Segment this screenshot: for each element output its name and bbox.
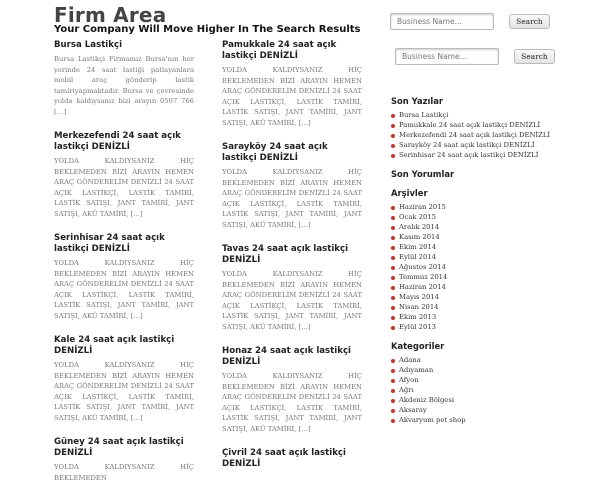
archive-link-label: Eylül 2014	[399, 253, 436, 261]
category-link[interactable]	[391, 395, 591, 405]
archive-link[interactable]	[391, 252, 591, 262]
recent-post-link-label: Sarayköy 24 saat açık lastikçi DENİZLİ	[399, 141, 535, 149]
category-link[interactable]	[391, 355, 591, 365]
posts-column-left	[54, 40, 194, 497]
post-item	[54, 131, 194, 219]
archive-link-label: Haziran 2014	[399, 283, 446, 291]
bullet-icon	[391, 226, 395, 230]
archive-link-label: Temmuz 2014	[399, 273, 448, 281]
bullet-icon	[391, 144, 395, 148]
sidebar	[391, 96, 591, 434]
post-title[interactable]: Bursa Lastikçi	[54, 40, 123, 50]
recent-post-link-label: Merkezefendi 24 saat açık lastikçi DENİZLİ	[399, 131, 551, 139]
bullet-icon	[391, 296, 395, 300]
category-link[interactable]	[391, 385, 591, 395]
post-title[interactable]: Honaz 24 saat açık lastikçi DENİZLİ	[222, 346, 351, 367]
bullet-icon	[391, 399, 395, 403]
post-title[interactable]: Tavas 24 saat açık lastikçi DENİZLİ	[222, 244, 349, 265]
post-excerpt: Bursa Lastikçi Firmamız Bursa'nın her yerinde 24 saat lastiği patlayanlara mobil araç gönderip lastik tamiriyapmaktadır. Bursa ve çevresinde yolda kaldıysanız bizi arayın 0507 766 […]	[54, 55, 194, 116]
post-item	[54, 437, 194, 483]
archive-link[interactable]	[391, 212, 591, 222]
bullet-icon	[391, 114, 395, 118]
bullet-icon	[391, 316, 395, 320]
archive-link-label: Ocak 2015	[399, 213, 437, 221]
bullet-icon	[391, 409, 395, 413]
category-link-label: Afyon	[399, 376, 419, 384]
bullet-icon	[391, 359, 395, 363]
post-item	[54, 335, 194, 423]
post-excerpt: YOLDA KALDIYSANIZ HİÇ BEKLEMEDEN BİZİ ARAYIN HEMEN ARAÇ GÖNDERELİM DENİZLİ 24 SAAT AÇIK LASTİKÇİ, LASTİK TAMİRİ, LASTİK SATIŞI, JANT TAMİRİ, JANT SATIŞI, AKÜ TAMİRİ, […]	[222, 66, 362, 127]
archive-link[interactable]	[391, 312, 591, 322]
archive-link[interactable]	[391, 232, 591, 242]
widget-title: Arşivler	[391, 188, 428, 198]
bullet-icon	[391, 369, 395, 373]
archive-link-label: Ağustos 2014	[399, 263, 446, 271]
post-item	[54, 40, 194, 117]
categories-widget	[391, 341, 591, 425]
archive-link[interactable]	[391, 292, 591, 302]
post-excerpt: YOLDA KALDIYSANIZ HİÇ BEKLEMEDEN BİZİ ARAYIN HEMEN ARAÇ GÖNDERELİM DENİZLİ 24 SAAT AÇIK LASTİKÇİ, LASTİK TAMİRİ, LASTİK SATIŞI, JANT TAMİRİ, JANT SATIŞI, AKÜ TAMİRİ, […]	[54, 361, 194, 422]
header-search-button[interactable]: Search	[509, 14, 550, 29]
post-title[interactable]: Sarayköy 24 saat açık lastikçi DENİZLİ	[222, 142, 328, 163]
recent-comments-widget	[391, 169, 591, 179]
recent-post-link-label: Serinhisar 24 saat açık lastikçi DENİZLİ	[399, 151, 539, 159]
post-excerpt: YOLDA KALDIYSANIZ HİÇ BEKLEMEDEN	[54, 463, 194, 482]
post-excerpt: YOLDA KALDIYSANIZ HİÇ BEKLEMEDEN BİZİ ARAYIN HEMEN ARAÇ GÖNDERELİM DENİZLİ 24 SAAT AÇIK LASTİKÇİ, LASTİK TAMİRİ, LASTİK SATIŞI, JANT TAMİRİ, JANT SATIŞI, AKÜ TAMİRİ, […]	[222, 372, 362, 433]
post-excerpt: YOLDA KALDIYSANIZ HİÇ BEKLEMEDEN BİZİ ARAYIN HEMEN ARAÇ GÖNDERELİM DENİZLİ 24 SAAT AÇIK LASTİKÇİ, LASTİK TAMİRİ, LASTİK SATIŞI, JANT TAMİRİ, JANT SATIŞI, AKÜ TAMİRİ, […]	[222, 168, 362, 229]
sidebar-search-button[interactable]: Search	[514, 49, 555, 64]
header-search-input[interactable]	[390, 13, 494, 30]
archive-link[interactable]	[391, 222, 591, 232]
archives-list	[391, 202, 591, 332]
category-link[interactable]	[391, 375, 591, 385]
post-item	[222, 40, 362, 128]
recent-post-link[interactable]	[391, 150, 591, 160]
category-link-label: Aksaray	[399, 406, 427, 414]
category-link[interactable]	[391, 415, 591, 425]
category-link[interactable]	[391, 365, 591, 375]
bullet-icon	[391, 326, 395, 330]
archive-link-label: Mayıs 2014	[399, 293, 439, 301]
post-item	[222, 142, 362, 230]
sidebar-search-form	[395, 46, 555, 65]
bullet-icon	[391, 206, 395, 210]
post-excerpt: YOLDA KALDIYSANIZ HİÇ BEKLEMEDEN BİZİ ARAYIN HEMEN ARAÇ GÖNDERELİM DENİZLİ 24 SAAT AÇIK LASTİKÇİ, LASTİK TAMİRİ, LASTİK SATIŞI, JANT TAMİRİ, JANT SATIŞI, AKÜ TAMİRİ, […]	[54, 259, 194, 320]
bullet-icon	[391, 276, 395, 280]
category-link-label: Akdeniz Bölgesi	[399, 396, 454, 404]
archive-link-label: Eylül 2013	[399, 323, 436, 331]
bullet-icon	[391, 246, 395, 250]
archive-link[interactable]	[391, 282, 591, 292]
posts-column-right	[222, 40, 362, 484]
recent-post-link[interactable]	[391, 130, 591, 140]
recent-post-link-label: Pamukkale 24 saat açık lastikçi DENİZLİ	[399, 121, 541, 129]
category-link-label: Adana	[399, 356, 421, 364]
bullet-icon	[391, 134, 395, 138]
category-link-label: Akvaryum pet shop	[399, 416, 466, 424]
post-title[interactable]: Serinhisar 24 saat açık lastikçi DENİZLİ	[54, 233, 165, 254]
post-title[interactable]: Pamukkale 24 saat açık lastikçi DENİZLİ	[222, 40, 337, 61]
post-item	[54, 233, 194, 321]
bullet-icon	[391, 306, 395, 310]
categories-list	[391, 355, 591, 425]
bullet-icon	[391, 379, 395, 383]
archives-widget	[391, 188, 591, 332]
post-excerpt: YOLDA KALDIYSANIZ HİÇ BEKLEMEDEN BİZİ ARAYIN HEMEN ARAÇ GÖNDERELİM DENİZLİ 24 SAAT AÇIK LASTİKÇİ, LASTİK TAMİRİ, LASTİK SATIŞI, JANT TAMİRİ, JANT SATIŞI, AKÜ TAMİRİ, […]	[54, 157, 194, 218]
archive-link[interactable]	[391, 242, 591, 252]
widget-title: Kategoriler	[391, 341, 445, 351]
post-excerpt: YOLDA KALDIYSANIZ HİÇ BEKLEMEDEN BİZİ ARAYIN HEMEN ARAÇ GÖNDERELİM DENİZLİ 24 SAAT AÇIK LASTİKÇİ, LASTİK TAMİRİ, LASTİK SATIŞI, JANT TAMİRİ, JANT SATIŞI, AKÜ TAMİRİ, […]	[222, 270, 362, 331]
post-item	[222, 448, 362, 470]
bullet-icon	[391, 236, 395, 240]
bullet-icon	[391, 124, 395, 128]
archive-link-label: Nisan 2014	[399, 303, 439, 311]
post-item	[222, 346, 362, 434]
recent-post-link[interactable]	[391, 120, 591, 130]
bullet-icon	[391, 154, 395, 158]
bullet-icon	[391, 266, 395, 270]
category-link[interactable]	[391, 405, 591, 415]
bullet-icon	[391, 256, 395, 260]
recent-post-link[interactable]	[391, 140, 591, 150]
post-title[interactable]: Merkezefendi 24 saat açık lastikçi DENİZLİ	[54, 131, 181, 152]
header-search-form	[390, 11, 550, 30]
post-item	[222, 244, 362, 332]
bullet-icon	[391, 389, 395, 393]
bullet-icon	[391, 419, 395, 423]
recent-posts-list	[391, 110, 591, 160]
site-title[interactable]: Firm Area	[54, 3, 167, 27]
bullet-icon	[391, 216, 395, 220]
recent-post-link-label: Bursa Lastikçi	[399, 111, 449, 119]
archive-link-label: Ekim 2014	[399, 243, 437, 251]
archive-link[interactable]	[391, 262, 591, 272]
widget-title: Son Yorumlar	[391, 169, 455, 179]
archive-link-label: Kasım 2014	[399, 233, 440, 241]
sidebar-search-input[interactable]	[395, 48, 499, 65]
post-title[interactable]: Kale 24 saat açık lastikçi DENİZLİ	[54, 335, 175, 356]
recent-posts-widget	[391, 96, 591, 160]
archive-link[interactable]	[391, 322, 591, 332]
post-title[interactable]: Güney 24 saat açık lastikçi DENİZLİ	[54, 437, 184, 458]
archive-link[interactable]	[391, 302, 591, 312]
archive-link[interactable]	[391, 272, 591, 282]
widget-title: Son Yazılar	[391, 96, 444, 106]
site-tagline: Your Company Will Move Higher In The Search Results	[54, 24, 361, 35]
recent-post-link[interactable]	[391, 110, 591, 120]
archive-link-label: Haziran 2015	[399, 203, 446, 211]
category-link-label: Ağrı	[399, 386, 414, 394]
archive-link-label: Ekim 2013	[399, 313, 437, 321]
category-link-label: Adıyaman	[399, 366, 434, 374]
post-title[interactable]: Çivril 24 saat açık lastikçi DENİZLİ	[222, 448, 346, 469]
archive-link-label: Aralık 2014	[399, 223, 440, 231]
bullet-icon	[391, 286, 395, 290]
archive-link[interactable]	[391, 202, 591, 212]
